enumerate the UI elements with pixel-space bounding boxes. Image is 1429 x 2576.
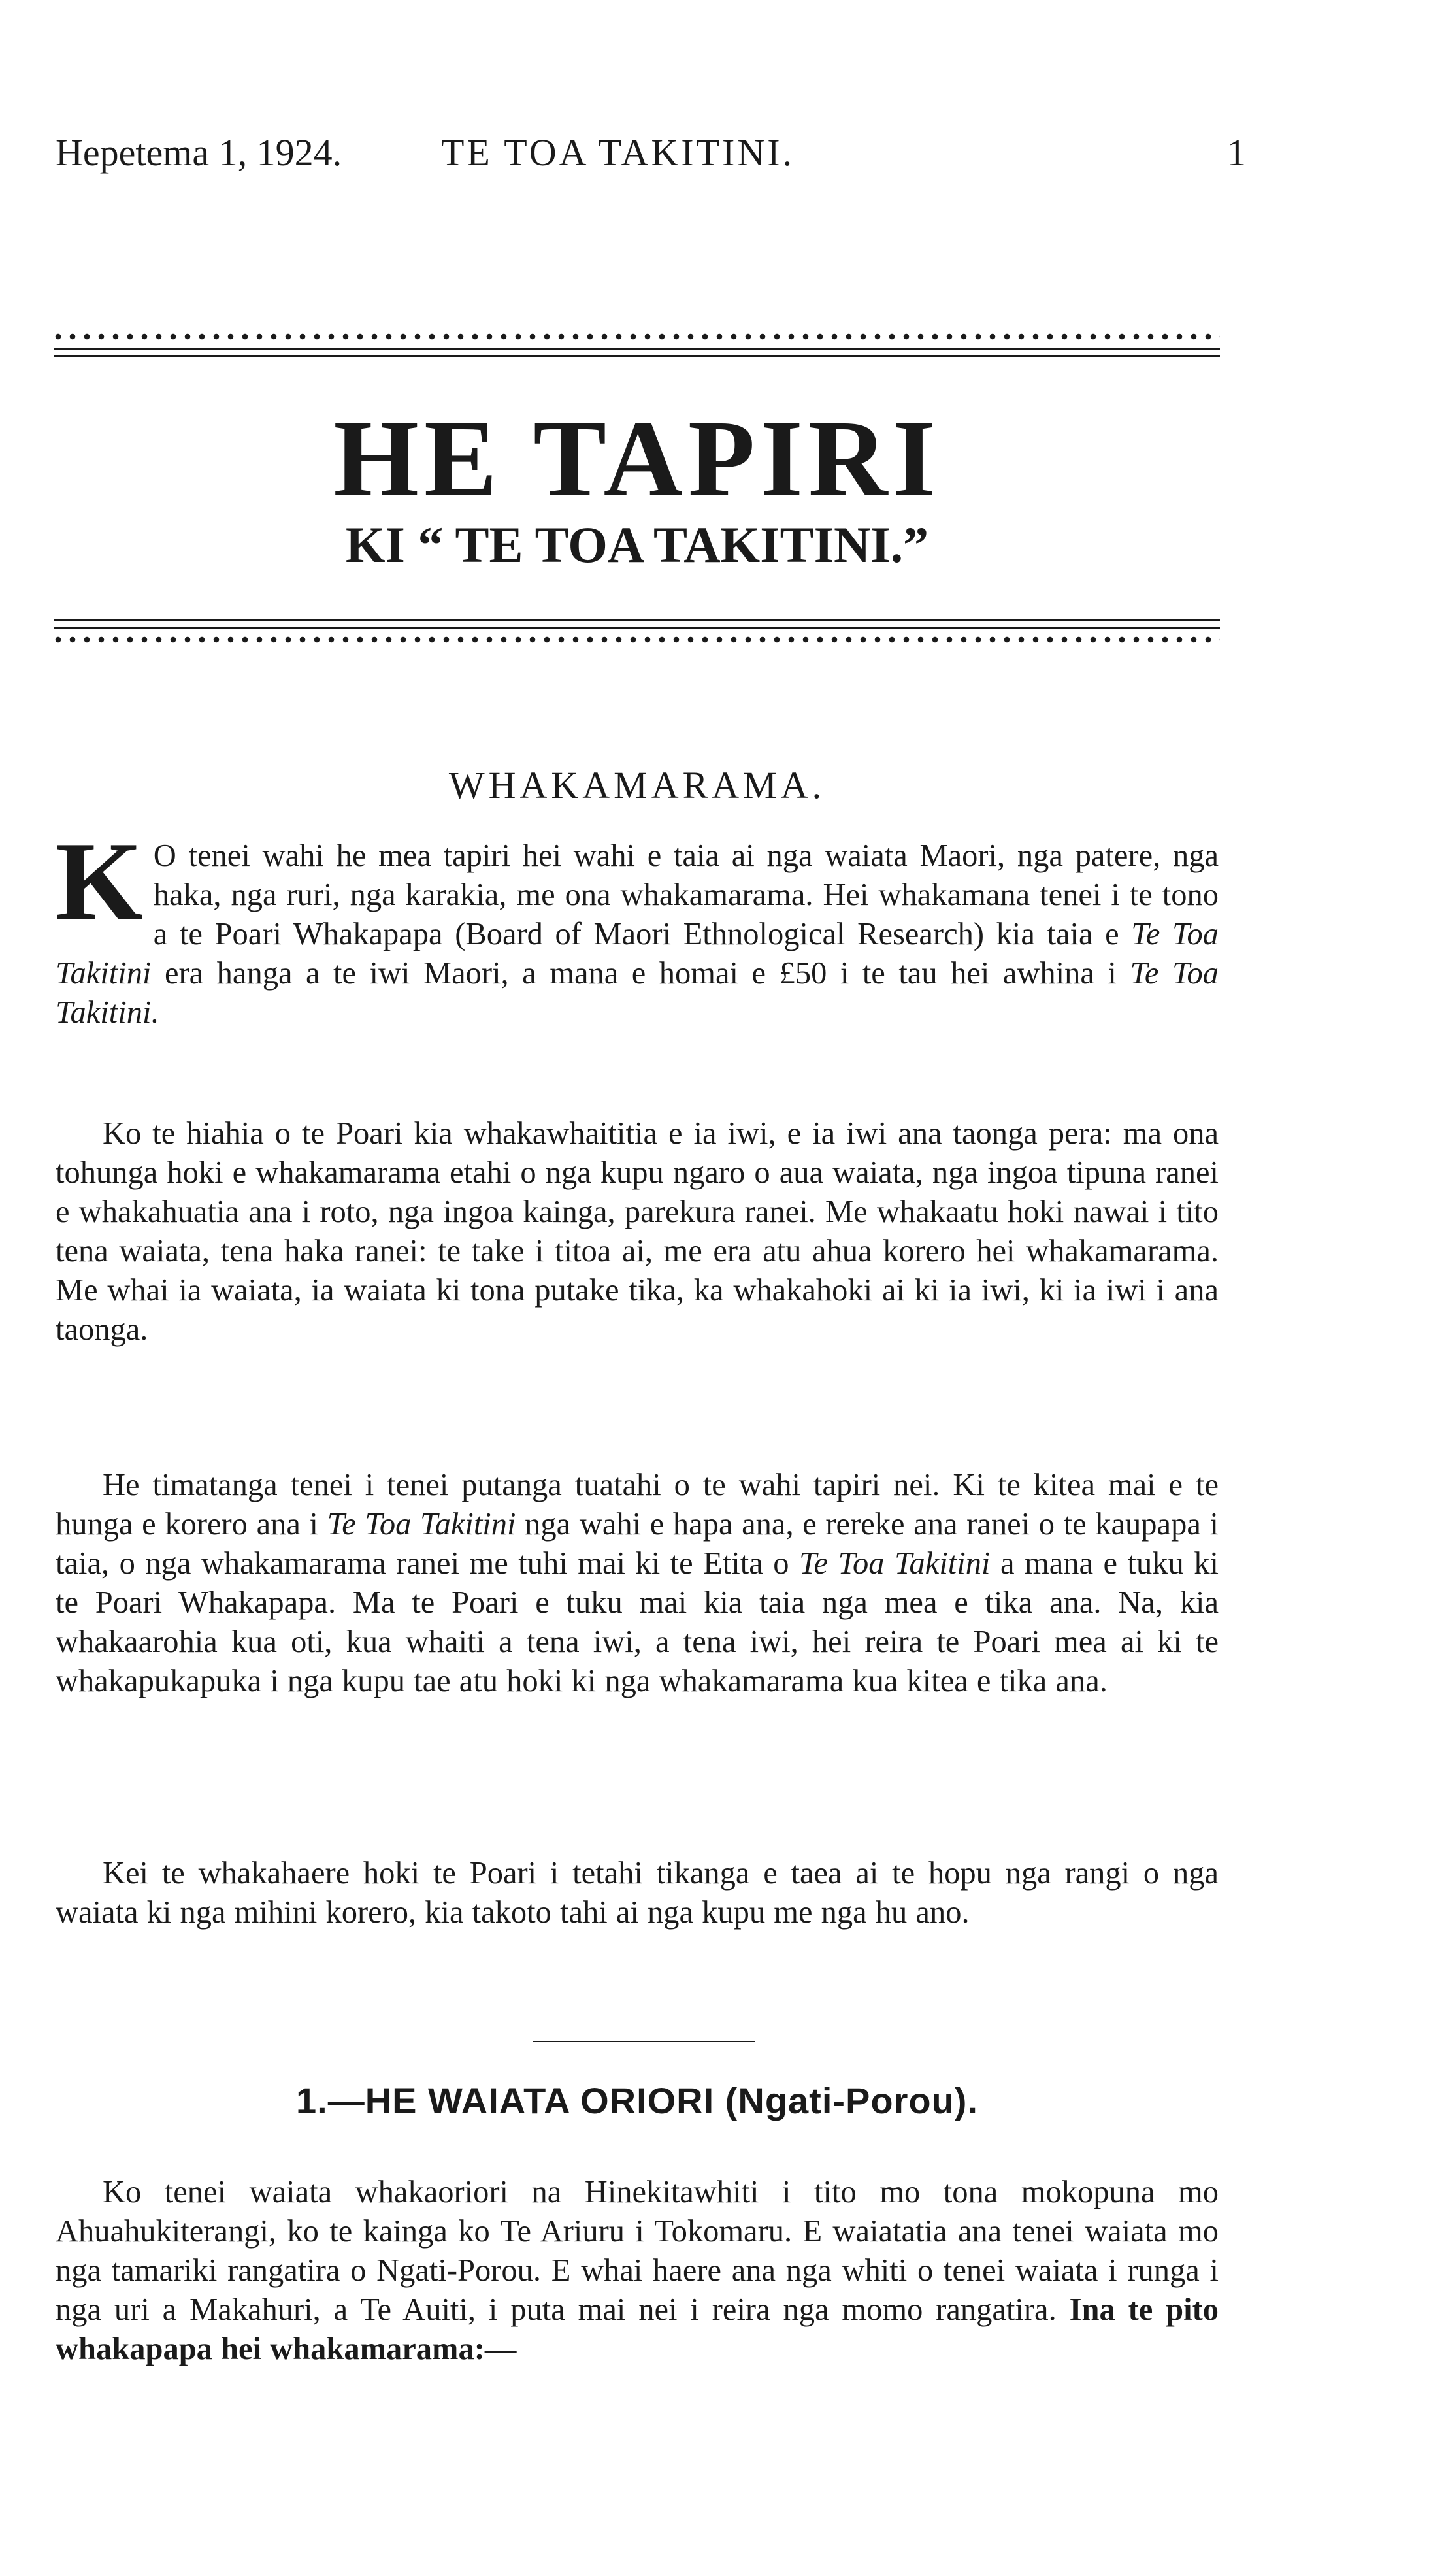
issue-date: Hepetema 1, 1924. — [56, 131, 342, 174]
paragraph — [56, 1466, 1219, 1701]
top-ornamental-rule — [54, 332, 1220, 357]
dotted-border — [54, 332, 1220, 341]
bottom-ornamental-rule — [54, 619, 1220, 644]
publication-name: Te Toa Takitini. — [56, 956, 1219, 1030]
sub-title: KI “ TE TOA TAKITINI.” — [345, 516, 929, 573]
waiata-heading: 1.—HE WAIATA ORIORI (Ngati-Porou). — [295, 2080, 979, 2121]
running-head — [56, 131, 1246, 176]
page-number: 1 — [1227, 131, 1246, 174]
drop-cap: K — [56, 819, 143, 944]
paragraph-text: nga wahi e hapa ana, e rereke ana ranei o te kaupapa i taia, o nga whakamarama ranei me tuhi mai ki te Etita o — [56, 1507, 1219, 1581]
paragraph: Kei te whakahaere hoki te Poari i tetahi tikanga e taea ai te hopu nga rangi o nga waiata ki nga mihini korero, kia takoto tahi ai nga kupu me nga hu ano. — [56, 1856, 1219, 1930]
publication-name: Te Toa Takitini — [798, 1546, 991, 1581]
paragraph: Ko te hiahia o te Poari kia whakawhaititia e ia iwi, e ia iwi ana taonga pera: ma ona tohunga hoki e whakamarama etahi o nga kupu ngaro o aua waiata, nga ingoa tipuna ranei e whakahuatia ana i roto, nga ingoa kainga, parekura ranei. Me whakaatu hoki nawai i tito tena waiata, tena haka ranei: te take i titoa ai, me era atu ahua korero hei whakamarama. Me whai ia waiata, ia waiata ki tona putake tika, ka whakahoki ai ki ia iwi, ki ia iwi i ana taonga. — [56, 1116, 1219, 1347]
paragraph-text: a mana e tuku ki te Poari Whakapapa. Ma te Poari e tuku mai kia taia nga mea e tika ana. Na, kia whakaarohia kua oti, kua whaiti a tena iwi, a tena iwi, hei reira te Poari mea ai ki te whakapukapuka i nga kupu tae atu hoki ki nga whakamarama kua kitea e tika ana. — [56, 1546, 1219, 1698]
rule-line — [54, 627, 1220, 629]
section-divider — [533, 2041, 755, 2042]
rule-line — [54, 348, 1220, 350]
rule-line — [54, 355, 1220, 357]
paragraph-text: era hanga a te iwi Maori, a mana e homai e £50 i te tau hei awhina i — [151, 956, 1130, 991]
paragraph — [56, 2173, 1219, 2369]
journal-name: TE TOA TAKITINI. — [441, 131, 795, 174]
rule-line — [54, 619, 1220, 621]
intro-paragraph — [56, 819, 1219, 1032]
publication-name: Te Toa Takitini — [56, 917, 1219, 991]
paragraph-bold-text: Ina te pito whakapapa hei whakamarama:— — [56, 2292, 1219, 2366]
paragraph-text: O tenei wahi he mea tapiri hei wahi e taia ai nga waiata Maori, nga patere, nga haka, nga ruri, nga karakia, me ona whakamarama. Hei whakamana tenei i te tono a te Poari Whakapapa (Board of Maori Ethnological Research) kia taia e — [153, 838, 1219, 951]
main-title: HE TAPIRI — [333, 398, 941, 520]
paragraph-text: Ko tenei waiata whakaoriori na Hinekitawhiti i tito mo tona mokopuna mo Ahuahukiterangi, ko te kainga ko Te Ariuru i Tokomaru. E waiatatia ana tenei waiata mo nga tamariki rangatira o Ngati-Porou. E whai haere ana nga whiti o tenei waiata i runga i nga uri a Makahuri, a Te Auiti, i puta mai nei i reira nga momo rangatira. — [56, 2175, 1219, 2327]
publication-name: Te Toa Takitini — [327, 1507, 516, 1542]
dotted-border — [54, 635, 1220, 644]
section-heading: WHAKAMARAMA. — [448, 764, 826, 806]
paragraph-text: He timatanga tenei i tenei putanga tuatahi o te wahi tapiri nei. Ki te kitea mai e te hunga e korero ana i — [56, 1468, 1219, 1542]
